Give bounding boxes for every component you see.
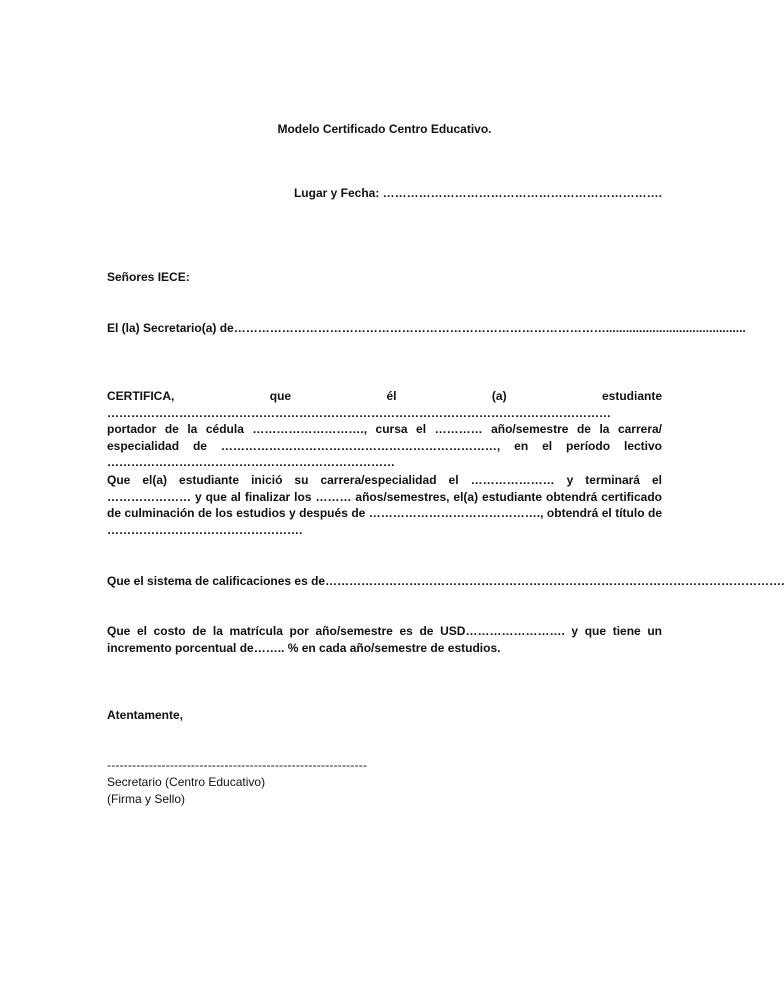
certifica-text: que él (a) estudiante ……………………………………………………………………………………………………………… portador de la cédula ………………………., cursa el ………… año/semestre de la carrera/ especialidad de ……………………………………………………………, en el período lectivo ……………………………………………………………… bbox=[107, 389, 662, 469]
signature-note: (Firma y Sello) bbox=[107, 792, 186, 806]
salutation: Señores IECE: bbox=[107, 270, 190, 284]
grading-system-paragraph: Que el sistema de calificaciones es de……………………………………………………………………………………………………. bbox=[107, 574, 784, 588]
certifies-paragraph bbox=[107, 388, 662, 471]
secretary-line: El (la) Secretario(a) de………………………………………………………………………………….......................................... bbox=[107, 321, 746, 335]
closing: Atentamente, bbox=[107, 708, 184, 722]
signature-name: Secretario (Centro Educativo) bbox=[107, 775, 266, 789]
start-end-paragraph: Que el(a) estudiante inició su carrera/especialidad el ………………… y terminará el ………………… y que al finalizar los ……… años/semestres, el(a) estudiante obtendrá certificado de culminación de los estudios y después de ……………………………………., obtendrá el título de …………………………………………. bbox=[107, 473, 662, 537]
place-date-line: Lugar y Fecha: ……………………………………………………………. bbox=[293, 186, 662, 200]
signature-line: -------------------------------------------------------------- bbox=[107, 758, 368, 772]
document-page bbox=[107, 0, 784, 994]
certifica-lead: CERTIFICA, bbox=[107, 389, 175, 403]
document-title: Modelo Certificado Centro Educativo. bbox=[277, 122, 492, 136]
tuition-cost-paragraph: Que el costo de la matrícula por año/semestre es de USD……………………. y que tiene un incremento porcentual de…….. % en cada año/semestre de estudios. bbox=[107, 624, 662, 655]
